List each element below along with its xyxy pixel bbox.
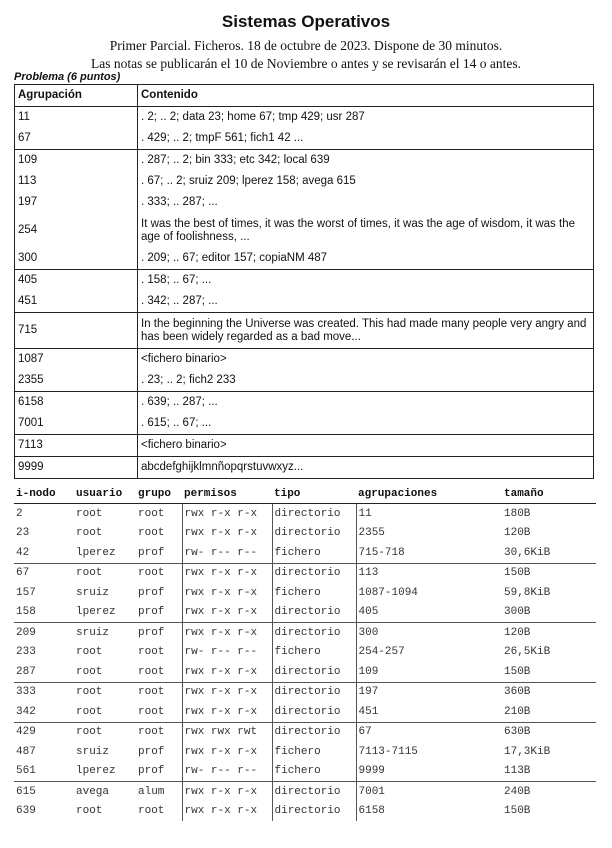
agrupaciones-cell: 7113-7115 <box>356 742 502 762</box>
table-row <box>14 643 596 663</box>
table-row <box>15 457 594 479</box>
contenido-cell: . 639; .. 287; ... <box>138 392 594 414</box>
usuario-cell: root <box>74 722 136 742</box>
agrupacion-cell: 9999 <box>15 457 138 479</box>
tamano-cell: 630B <box>502 722 596 742</box>
agrupacion-cell: 405 <box>15 270 138 292</box>
inodo-cell: 23 <box>16 527 30 540</box>
table-row <box>15 313 594 349</box>
inodo-cell: 429 <box>14 722 74 742</box>
tamano-cell: 30,6KiB <box>504 546 551 559</box>
grupo-cell: prof <box>136 623 182 643</box>
table-row <box>14 782 596 802</box>
usuario-cell: root <box>74 682 136 702</box>
table-row <box>15 150 594 172</box>
contenido-cell: <fichero binario> <box>138 349 594 371</box>
tipo-cell: directorio <box>272 722 356 742</box>
tipo-cell: fichero <box>272 543 356 563</box>
permisos-cell: rwx r-x r-x <box>182 504 272 524</box>
table-row <box>15 248 594 270</box>
grupo-cell: root <box>138 527 165 540</box>
tipo-cell: fichero <box>272 762 356 782</box>
agrupaciones-cell: 715-718 <box>356 543 502 563</box>
permisos-cell: rwx r-x r-x <box>182 603 272 623</box>
table-row <box>15 192 594 213</box>
agrupacion-cell: 254 <box>15 213 138 248</box>
inodo-cell: 42 <box>16 546 30 559</box>
table-row <box>15 392 594 414</box>
table-row <box>15 171 594 192</box>
permisos-cell: rwx r-x r-x <box>182 524 272 544</box>
tipo-cell: directorio <box>272 563 356 583</box>
tamano-cell: 120B <box>502 623 596 643</box>
contenido-cell: . 287; .. 2; bin 333; etc 342; local 639 <box>138 150 594 172</box>
column-header: grupo <box>136 484 182 504</box>
table-row <box>14 623 596 643</box>
table-row <box>15 270 594 292</box>
agrupaciones-cell: 197 <box>356 682 502 702</box>
tipo-cell: fichero <box>272 742 356 762</box>
contenido-cell: . 209; .. 67; editor 157; copiaNM 487 <box>141 252 328 264</box>
agrupaciones-cell: 113 <box>356 563 502 583</box>
inodo-cell: 342 <box>16 705 36 718</box>
column-header: Agrupación <box>15 85 138 107</box>
table-row <box>14 524 596 544</box>
table-row <box>15 435 594 457</box>
contenido-cell: abcdefghijklmnñopqrstuvwxyz... <box>138 457 594 479</box>
contenido-cell: . 23; .. 2; fich2 233 <box>141 374 236 386</box>
grupo-cell: alum <box>136 782 182 802</box>
table-row <box>14 563 596 583</box>
table-row <box>14 762 596 782</box>
table-row <box>15 291 594 313</box>
inodo-cell: 487 <box>16 745 36 758</box>
agrupacion-cell: 7001 <box>15 413 138 435</box>
tipo-cell: directorio <box>272 504 356 524</box>
contenido-cell: . 67; .. 2; sruiz 209; lperez 158; avega 615 <box>141 175 356 187</box>
tipo-cell: fichero <box>272 583 356 603</box>
permisos-cell: rwx r-x r-x <box>182 742 272 762</box>
contenido-cell: . 158; .. 67; ... <box>138 270 594 292</box>
tamano-cell: 300B <box>504 606 531 619</box>
tipo-cell: directorio <box>272 702 356 722</box>
table-row <box>14 742 596 762</box>
contenido-cell: . 2; .. 2; data 23; home 67; tmp 429; usr 287 <box>141 111 365 123</box>
agrupaciones-cell: 6158 <box>356 802 502 822</box>
agrupacion-cell: 300 <box>15 248 138 270</box>
inodo-cell: 157 <box>16 586 36 599</box>
column-header: agrupaciones <box>356 484 502 504</box>
table-row <box>15 213 594 248</box>
agrupacion-cell: 7113 <box>15 435 138 457</box>
inodos-table <box>14 484 596 821</box>
tamano-cell: 240B <box>502 782 596 802</box>
tamano-cell: 360B <box>502 682 596 702</box>
grupo-cell: root <box>136 722 182 742</box>
inodo-cell: 615 <box>14 782 74 802</box>
table-row <box>14 504 596 524</box>
tamano-cell: 113B <box>504 765 531 778</box>
table-header <box>15 85 594 107</box>
tipo-cell: fichero <box>272 643 356 663</box>
permisos-cell: rw- r-- r-- <box>182 543 272 563</box>
grades-info: Las notas se publicarán el 10 de Noviembre o antes y se revisarán el 14 o antes. <box>91 56 521 71</box>
agrupaciones-cell: 300 <box>356 623 502 643</box>
permisos-cell: rwx r-x r-x <box>182 662 272 682</box>
tipo-cell: directorio <box>272 662 356 682</box>
usuario-cell: sruiz <box>76 586 110 599</box>
agrupaciones-cell: 9999 <box>356 762 502 782</box>
column-header: Contenido <box>138 85 594 107</box>
permisos-cell: rwx r-x r-x <box>182 563 272 583</box>
grupo-cell: root <box>136 563 182 583</box>
tamano-cell: 150B <box>502 563 596 583</box>
table-row <box>15 128 594 150</box>
agrupaciones-table <box>14 84 594 479</box>
agrupaciones-cell: 109 <box>356 662 502 682</box>
usuario-cell: root <box>76 527 103 540</box>
table-row <box>15 370 594 392</box>
inodo-cell: 158 <box>16 606 36 619</box>
permisos-cell: rwx r-x r-x <box>182 802 272 822</box>
usuario-cell: sruiz <box>74 623 136 643</box>
table-row <box>14 583 596 603</box>
tamano-cell: 150B <box>504 805 531 818</box>
usuario-cell: root <box>76 705 103 718</box>
usuario-cell: sruiz <box>76 745 110 758</box>
permisos-cell: rwx r-x r-x <box>182 682 272 702</box>
usuario-cell: root <box>76 665 103 678</box>
grupo-cell: root <box>136 682 182 702</box>
agrupacion-cell: 109 <box>15 150 138 172</box>
permisos-cell: rwx r-x r-x <box>182 702 272 722</box>
contenido-cell: <fichero binario> <box>138 435 594 457</box>
table-row <box>15 107 594 129</box>
permisos-cell: rw- r-- r-- <box>182 762 272 782</box>
tamano-cell: 59,8KiB <box>504 586 551 599</box>
agrupaciones-cell: 2355 <box>356 524 502 544</box>
inodo-cell: 209 <box>14 623 74 643</box>
grupo-cell: prof <box>138 606 165 619</box>
column-header: usuario <box>74 484 136 504</box>
grupo-cell: prof <box>138 546 165 559</box>
usuario-cell: lperez <box>76 765 116 778</box>
grupo-cell: root <box>138 665 165 678</box>
column-header: tipo <box>272 484 356 504</box>
contenido-cell: It was the best of times, it was the worst of times, it was the age of wisdom, it was the age of foolishness, ... <box>141 217 575 243</box>
permisos-cell: rwx r-x r-x <box>182 782 272 802</box>
agrupaciones-cell: 1087-1094 <box>356 583 502 603</box>
table-header <box>14 484 596 504</box>
table-row <box>14 682 596 702</box>
agrupacion-cell: 2355 <box>15 370 138 392</box>
agrupacion-cell: 11 <box>15 107 138 129</box>
agrupacion-cell: 197 <box>15 192 138 213</box>
inodo-cell: 287 <box>16 665 36 678</box>
inodo-cell: 233 <box>16 646 36 659</box>
tipo-cell: directorio <box>272 682 356 702</box>
contenido-cell: . 615; .. 67; ... <box>141 417 212 429</box>
agrupacion-cell: 67 <box>15 128 138 150</box>
table-row <box>14 662 596 682</box>
agrupaciones-cell: 67 <box>356 722 502 742</box>
table-row <box>14 802 596 822</box>
agrupaciones-cell: 451 <box>356 702 502 722</box>
column-header: tamaño <box>502 484 596 504</box>
tipo-cell: directorio <box>272 524 356 544</box>
table-row <box>15 349 594 371</box>
usuario-cell: root <box>76 646 103 659</box>
tamano-cell: 120B <box>504 527 531 540</box>
tamano-cell: 210B <box>504 705 531 718</box>
permisos-cell: rw- r-- r-- <box>182 643 272 663</box>
grupo-cell: root <box>138 646 165 659</box>
usuario-cell: lperez <box>76 606 116 619</box>
contenido-cell: . 429; .. 2; tmpF 561; fich1 42 ... <box>141 132 304 144</box>
contenido-cell: In the beginning the Universe was created. This had made many people very angry and has been widely regarded as a bad move... <box>138 313 594 349</box>
agrupacion-cell: 1087 <box>15 349 138 371</box>
grupo-cell: prof <box>138 745 165 758</box>
agrupaciones-cell: 254-257 <box>356 643 502 663</box>
usuario-cell: lperez <box>76 546 116 559</box>
tamano-cell: 26,5KiB <box>504 646 551 659</box>
table-row <box>14 543 596 563</box>
tamano-cell: 17,3KiB <box>504 745 551 758</box>
agrupacion-cell: 451 <box>15 291 138 313</box>
table-row <box>14 722 596 742</box>
permisos-cell: rwx r-x r-x <box>182 623 272 643</box>
agrupacion-cell: 6158 <box>15 392 138 414</box>
usuario-cell: root <box>76 507 103 520</box>
contenido-cell: . 333; .. 287; ... <box>141 196 218 208</box>
agrupacion-cell: 113 <box>15 171 138 192</box>
exam-info: Primer Parcial. Ficheros. 18 de octubre de 2023. Dispone de 30 minutos. <box>109 38 503 53</box>
grupo-cell: root <box>138 507 165 520</box>
tamano-cell: 150B <box>504 665 531 678</box>
page-title: Sistemas Operativos <box>221 12 391 31</box>
usuario-cell: avega <box>74 782 136 802</box>
contenido-cell: . 342; .. 287; ... <box>141 295 218 307</box>
agrupaciones-cell: 7001 <box>356 782 502 802</box>
tipo-cell: directorio <box>272 623 356 643</box>
column-header: i-nodo <box>14 484 74 504</box>
grupo-cell: prof <box>138 586 165 599</box>
problem-label: Problema (6 puntos) <box>14 71 121 83</box>
agrupaciones-cell: 11 <box>356 504 502 524</box>
inodo-cell: 67 <box>14 563 74 583</box>
usuario-cell: root <box>74 563 136 583</box>
grupo-cell: root <box>138 805 165 818</box>
table-row <box>15 413 594 435</box>
tipo-cell: directorio <box>272 782 356 802</box>
permisos-cell: rwx r-x r-x <box>182 583 272 603</box>
agrupaciones-cell: 405 <box>356 603 502 623</box>
inodo-cell: 561 <box>16 765 36 778</box>
tipo-cell: directorio <box>272 802 356 822</box>
agrupacion-cell: 715 <box>15 313 138 349</box>
permisos-cell: rwx rwx rwt <box>182 722 272 742</box>
tamano-cell: 180B <box>504 507 531 520</box>
column-header: permisos <box>182 484 272 504</box>
inodo-cell: 2 <box>16 507 23 520</box>
grupo-cell: prof <box>138 765 165 778</box>
table-row <box>14 702 596 722</box>
inodo-cell: 639 <box>16 805 36 818</box>
inodo-cell: 333 <box>14 682 74 702</box>
usuario-cell: root <box>76 805 103 818</box>
table-row <box>14 603 596 623</box>
tipo-cell: directorio <box>272 603 356 623</box>
grupo-cell: root <box>138 705 165 718</box>
